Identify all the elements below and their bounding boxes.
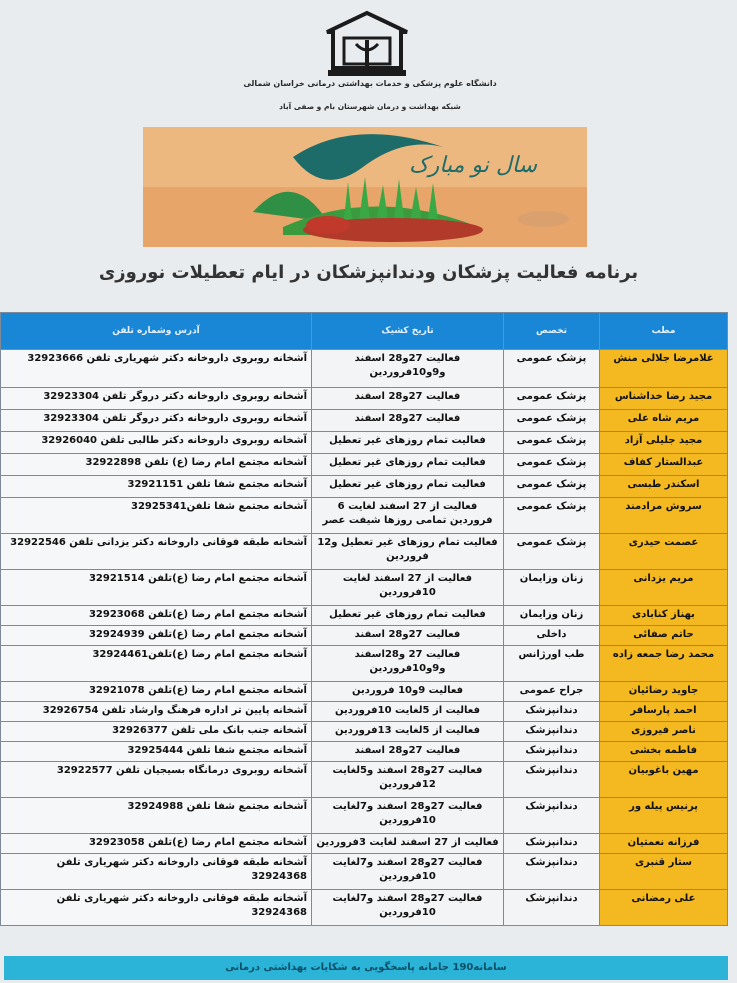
cell-address-phone: آشخانه مجتمع امام رضا (ع)تلفن 32924939	[1, 626, 312, 646]
banner-greeting: سال نو مبارک	[408, 153, 538, 178]
cell-specialty: دندانپزشک	[504, 890, 600, 926]
cell-specialty: دندانپزشک	[504, 702, 600, 722]
cell-address-phone: آشخانه جنب بانک ملی تلفن 32926377	[1, 722, 312, 742]
table-header-row	[1, 313, 728, 350]
cell-activity-dates: فعالیت تمام روزهای غیر تعطیل	[312, 432, 504, 454]
cell-specialty: پزشک عمومی	[504, 534, 600, 570]
cell-doctor-name: ستار قنبری	[600, 854, 728, 890]
cell-address-phone: آشخانه مجتمع شفا تلفن 32921151	[1, 476, 312, 498]
cell-address-phone: آشخانه روبروی داروخانه دکتر دروگر تلفن 32923304	[1, 410, 312, 432]
cell-activity-dates: فعالیت 27و28 اسفند و7لغایت 10فروردین	[312, 798, 504, 834]
table-row	[1, 762, 728, 798]
col-header-activity: تاریخ کشیک	[312, 313, 504, 350]
cell-address-phone: آشخانه مجتمع امام رضا (ع)تلفن 32921514	[1, 570, 312, 606]
cell-address-phone: آشخانه پایین تر اداره فرهنگ وارشاد تلفن 32926754	[1, 702, 312, 722]
cell-specialty: پزشک عمومی	[504, 350, 600, 388]
cell-activity-dates: فعالیت از 27 اسفند لغایت 3فروردین	[312, 834, 504, 854]
cell-doctor-name: مهین باغوبیان	[600, 762, 728, 798]
cell-specialty: دندانپزشک	[504, 798, 600, 834]
table-row	[1, 606, 728, 626]
table-row	[1, 534, 728, 570]
cell-doctor-name: عبدالستار کفاف	[600, 454, 728, 476]
cell-specialty: پزشک عمومی	[504, 388, 600, 410]
university-logo	[322, 10, 412, 78]
nowruz-banner	[143, 127, 587, 247]
complaints-footer: سامانه190 جامانه پاسخگویی به شکایات بهداشتی درمانی	[4, 956, 728, 980]
table-row	[1, 570, 728, 606]
cell-address-phone: آشخانه روبروی درمانگاه بسیجیان تلفن 32922577	[1, 762, 312, 798]
col-header-doctor: مطب	[600, 313, 728, 350]
table-row	[1, 498, 728, 534]
cell-doctor-name: مجید جلیلی آزاد	[600, 432, 728, 454]
cell-address-phone: آشخانه مجتمع امام رضا (ع)تلفن32924461	[1, 646, 312, 682]
cell-activity-dates: فعالیت تمام روزهای غیر تعطیل	[312, 606, 504, 626]
table-row	[1, 454, 728, 476]
cell-doctor-name: غلامرضا جلالی منش	[600, 350, 728, 388]
cell-address-phone: آشخانه روبروی داروخانه دکتر طالبی تلفن 32926040	[1, 432, 312, 454]
cell-activity-dates: فعالیت از 27 اسفند لغایت 6 فروردین تمامی روزها شیفت عصر	[312, 498, 504, 534]
table-row	[1, 854, 728, 890]
cell-doctor-name: سروش مرادمند	[600, 498, 728, 534]
cell-address-phone: آشخانه طبقه فوقانی داروخانه دکتر شهریاری تلفن 32924368	[1, 854, 312, 890]
schedule-sheet	[0, 312, 727, 926]
cell-doctor-name: مجید رضا خداشناس	[600, 388, 728, 410]
org-name-line1: دانشگاه علوم پزشکی و خدمات بهداشتی درمانی خراسان شمالی	[243, 79, 497, 88]
cell-address-phone: آشخانه مجتمع امام رضا (ع)تلفن 32921078	[1, 682, 312, 702]
cell-activity-dates: فعالیت 27و28 اسفند	[312, 388, 504, 410]
cell-specialty: زنان وزایمان	[504, 570, 600, 606]
table-row	[1, 682, 728, 702]
cell-doctor-name: فرزانه نعمتیان	[600, 834, 728, 854]
cell-doctor-name: اسکندر طبسی	[600, 476, 728, 498]
table-row	[1, 350, 728, 388]
cell-specialty: دندانپزشک	[504, 762, 600, 798]
cell-doctor-name: ناصر فیروزی	[600, 722, 728, 742]
table-row	[1, 834, 728, 854]
cell-activity-dates: فعالیت 27و28 اسفند و7لغایت 10فروردین	[312, 890, 504, 926]
cell-address-phone: آشخانه مجتمع شفا تلفن32925341	[1, 498, 312, 534]
col-header-specialty: تخصص	[504, 313, 600, 350]
cell-address-phone: آشخانه مجتمع شفا تلفن 32924988	[1, 798, 312, 834]
cell-specialty: پزشک عمومی	[504, 498, 600, 534]
table-row	[1, 410, 728, 432]
cell-specialty: پزشک عمومی	[504, 432, 600, 454]
cell-address-phone: آشخانه روبروی داروخانه دکتر شهریاری تلفن 32923666	[1, 350, 312, 388]
cell-doctor-name: پرنیس پیله ور	[600, 798, 728, 834]
cell-specialty: طب اورژانس	[504, 646, 600, 682]
cell-doctor-name: بهناز کنابادی	[600, 606, 728, 626]
cell-activity-dates: فعالیت از 5لغایت 10فروردین	[312, 702, 504, 722]
cell-doctor-name: عصمت حیدری	[600, 534, 728, 570]
cell-doctor-name: مریم شاه علی	[600, 410, 728, 432]
cell-doctor-name: علی رمضانی	[600, 890, 728, 926]
cell-doctor-name: مریم یزدانی	[600, 570, 728, 606]
table-row	[1, 646, 728, 682]
cell-activity-dates: فعالیت تمام روزهای غیر تعطیل	[312, 454, 504, 476]
cell-specialty: پزشک عمومی	[504, 454, 600, 476]
org-name-line2: شبکه بهداشت و درمان شهرستان بام و صفی آباد	[279, 102, 461, 111]
table-body	[1, 350, 728, 926]
table-row	[1, 388, 728, 410]
table-row	[1, 432, 728, 454]
page-title: برنامه فعالیت پزشکان ودندانپزشکان در ایام تعطیلات نوروزی	[98, 262, 639, 283]
cell-activity-dates: فعالیت 27و28 اسفند	[312, 626, 504, 646]
table-row	[1, 476, 728, 498]
cell-activity-dates: فعالیت تمام روزهای غیر تعطیل و12 فروردین	[312, 534, 504, 570]
cell-specialty: پزشک عمومی	[504, 410, 600, 432]
cell-activity-dates: فعالیت 27و28 اسفند و5لغایت 12فروردین	[312, 762, 504, 798]
cell-specialty: جراح عمومی	[504, 682, 600, 702]
schedule-table	[0, 312, 728, 926]
cell-specialty: دندانپزشک	[504, 742, 600, 762]
cell-activity-dates: فعالیت 27و28 اسفند	[312, 742, 504, 762]
cell-specialty: داخلی	[504, 626, 600, 646]
cell-activity-dates: فعالیت از 27 اسفند لغایت 10فروردین	[312, 570, 504, 606]
cell-activity-dates: فعالیت 9و10 فروردین	[312, 682, 504, 702]
cell-address-phone: آشخانه مجتمع شفا تلفن 32925444	[1, 742, 312, 762]
cell-specialty: دندانپزشک	[504, 834, 600, 854]
cell-address-phone: آشخانه مجتمع امام رضا (ع)تلفن 32923058	[1, 834, 312, 854]
table-row	[1, 798, 728, 834]
cell-doctor-name: محمد رضا جمعه زاده	[600, 646, 728, 682]
table-row	[1, 890, 728, 926]
cell-specialty: دندانپزشک	[504, 722, 600, 742]
cell-activity-dates: فعالیت تمام روزهای غیر تعطیل	[312, 476, 504, 498]
cell-activity-dates: فعالیت از 5لغایت 13فروردین	[312, 722, 504, 742]
cell-activity-dates: فعالیت 27و28 اسفند و7لغایت 10فروردین	[312, 854, 504, 890]
cell-doctor-name: فاطمه بخشی	[600, 742, 728, 762]
cell-doctor-name: احمد پارسافر	[600, 702, 728, 722]
cell-address-phone: آشخانه مجتمع امام رضا (ع) تلفن 32922898	[1, 454, 312, 476]
table-row	[1, 626, 728, 646]
cell-specialty: زنان وزایمان	[504, 606, 600, 626]
cell-address-phone: آشخانه مجتمع امام رضا (ع)تلفن 32923068	[1, 606, 312, 626]
cell-doctor-name: حاتم صفائی	[600, 626, 728, 646]
cell-activity-dates: فعالیت 27 و28اسفند و9و10فروردین	[312, 646, 504, 682]
cell-specialty: پزشک عمومی	[504, 476, 600, 498]
cell-specialty: دندانپزشک	[504, 854, 600, 890]
cell-address-phone: آشخانه روبروی داروخانه دکتر دروگر تلفن 32923304	[1, 388, 312, 410]
cell-doctor-name: جاوید رضائیان	[600, 682, 728, 702]
table-row	[1, 702, 728, 722]
cell-address-phone: آشخانه طبقه فوقانی داروخانه دکتر شهریاری تلفن 32924368	[1, 890, 312, 926]
table-row	[1, 742, 728, 762]
col-header-address: آدرس وشماره تلفن	[1, 313, 312, 350]
cell-activity-dates: فعالیت 27و28 اسفند	[312, 410, 504, 432]
cell-address-phone: آشخانه طبقه فوقانی داروخانه دکتر یزدانی تلفن 32922546	[1, 534, 312, 570]
table-row	[1, 722, 728, 742]
cell-activity-dates: فعالیت 27و28 اسفند و9و10فروردین	[312, 350, 504, 388]
